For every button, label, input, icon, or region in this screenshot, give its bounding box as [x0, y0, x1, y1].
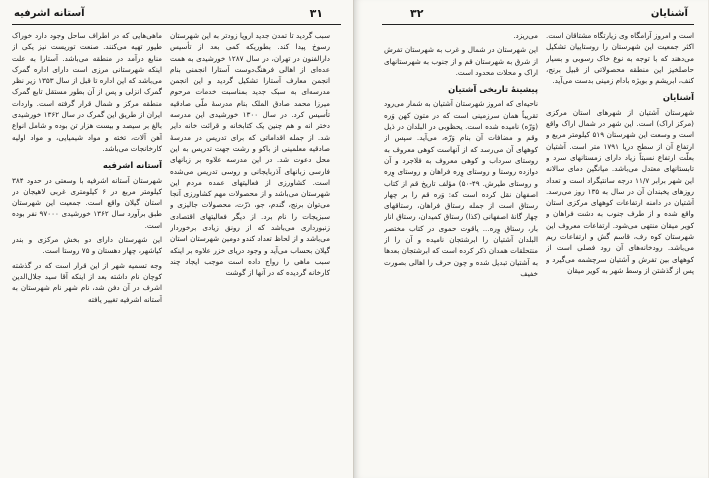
section-heading: آستانه اشرفیه [102, 160, 162, 171]
paragraph: این شهرستان در شمال و غرب به شهرستان تفرش از شرق به شهرستان قم و از جنوب به شهرستانهای اراک و محلات محدود است. [384, 45, 538, 77]
paragraph: ماهی‌هایی که در اطراف ساحل وجود دارد خوراک طیور تهیه می‌کنند. صنعت توریست نیز یکی از منابع درآمد در منطقه می‌باشد. آستارا به علت اینکه شهرستانی مرزی است دارای اداره گمرک می‌باشد که این اداره تا قبل از سال ۱۳۵۳ زیر نظر گمرک انزلی و پس از آن بطور مستقل تابع گمرک منطقه مرکز و شمال قرار گرفته است. واردات ایران از طریق این گمرک در سال ۱۳۶۲ خورشیدی بالغ بر سیصد و بیست هزار تن بوده و شامل انواع آهن آلات، تخته و مواد شیمیایی، و مواد اولیه کارخانجات می‌باشد. [12, 31, 162, 153]
left-running-head: آستانه اشرفیه [14, 8, 85, 19]
paragraph: است و امروز آرامگاه وی زیارتگاه مشتاقان است. اکثر جمعیت این شهرستان را روستاییان تشکیل می‌دهند که با توجه به نوع خاک رسوبی و بسیار حاصلخیز این منطقه محصولاتی از قبیل برنج، کنف، ابریشم و بویژه بادام زمینی بدست می‌آید. [546, 31, 694, 86]
left-page [0, 0, 354, 478]
section-heading: آشنایان [662, 92, 694, 103]
right-page-number: ۳۲ [410, 7, 424, 20]
right-header-rule [382, 24, 694, 25]
paragraph: این شهرستان دارای دو بخش مرکزی و بندر کیاشهر، چهار دهستان و ۷۵ روستا است. [12, 235, 162, 256]
paragraph: می‌ریزد. [513, 31, 538, 40]
section-heading: پیشینهٔ تاریخی آشتیان [448, 84, 538, 95]
paragraph: شهرستان آشتیان از شهرهای استان مرکزی (مرکز اراک) است. این شهر در شمال اراک واقع است و وسعت این شهرستان ۵۱۹ کیلومتر مربع و ارتفاع آن از سطح دریا ۱۷۹۱ متر است. آشتیان بعلّت ارتفاع نسبتاً زیاد دارای زمستانهای سرد و تابستانهای معتدل می‌باشد. میانگین دمای سالانه این شهر برابر ۱۱/۷ درجه سانتیگراد است و تعداد روزهای یخبندان آن در سال به ۱۳۵ روز می‌رسد. آشتیان در دامنه ارتفاعات کوههای مرکزی استان واقع شده و از طرف جنوب به دشت فراهان و کویر میقان منتهی می‌شود. ارتفاعات معروف این شهرستان کوه رف، قاسم گش و ارتفاعات ریم می‌باشد. رودخانه‌های آن رود فصلی است از کوههای بین تفرش و آشتیان سرچشمه می‌گیرد و پس از گذشتن از وسط شهر به کویر میقان [546, 107, 694, 275]
right-running-head: آشنایان [650, 8, 688, 19]
right-page-right-column [546, 30, 694, 470]
left-page-right-column [170, 30, 330, 470]
paragraph: وجه تسمیه شهر از این قرار است که در گذشته کوچان نام داشته بعد از اینکه آقا سید جلال‌الدین اشرف در آن دفن شد، نام شهر نام شهرستان به آستانه اشرفیه تغییر یافته [12, 260, 162, 304]
paragraph: ناحیه‌ای که امروز شهرستان آشتیان به شمار می‌رود تقریباً همان سرزمینی است که در متون کهن وَره (وَرّه) نامیده شده است. یحظوبی در البلدان در ذیل وقم و مضافات آن بنام وَرّه، می‌آید. سپس از کوههای آن می‌رسد که از آنهاست کوهی معروف به روستای سرداب و کوهی معروف به فلاجرد و آن دوازده روستا و روستای وِره فراهان و روستای وِره و روستای طیرش. ۴۹-۵۰) مؤلف تاریخ قم از کتاب اصفهان نقل کرده است که: وَره قم را بر چهار رستاق است از جمله رستاق فراهان، رستاقهای چهار گانهٔ اصفهانی (کذا) رستاق کمیدان، رستاق انار بار، رستاق وِره... یاقوت حموی در کتاب مختصر البلدان آشتیان را ابرشتجان نامیده و آن را از منتحلقات همدان ذکر کرده است که ابرشتجان بعدها به آشتیان تبدیل شده و چون حرف را اهالی بصورت خفیف [384, 99, 538, 278]
paragraph: سبب گردید تا تمدن جدید اروپا زودتر به این شهرستان رسوخ پیدا کند. بطوریکه کمی بعد از تأسیس دارالفنون در تهران، در سال ۱۲۸۷ خورشیدی به همت عده‌ای از اهالی فرهنگ‌دوست آستارا انجمنی بنام انجمن معارف آستارا تشکیل گردید و این انجمن مدرسه‌ای به سبک جدید بمناسبت خدمات مرحوم میرزا محمد صادق الملک بنام مدرسهٔ ملّی صادقیه تأسیس کرد. در سال ۱۳۰۰ خورشیدی این مدرسه دختر انه و هم چنین یک کتابخانه و قرائت خانه دایر شد. از جمله اقداماتی که برای تدریس در مدرسهٔ صادقیه معلمینی از باکو و رشت جهت تدریس به این محل دعوت شد. در این مدرسه علاوه بر زبانهای فارسی زبانهای آذربایجانی و روسی تدریس می‌شده است. کشاورزی از فعالیتهای عمده مردم این شهرستان می‌باشد و از محصولات مهم کشاورزی آنجا می‌توان برنج، گندم، جو، ذرّت، محصولات جالیزی و سبزیجات را نام برد. از دیگر فعالیتهای اقتصادی زنبورداری می‌باشد که از رونق زیادی برخوردار می‌باشد و از لحاظ تعداد کندو دومین شهرستان استان گیلان بحساب می‌آید و وجود دریای خزر علاوه بر اینکه سبب ماهی را رواج داده است موجب ایجاد چند کارخانه گردیده که در آنها از گوشت [170, 31, 330, 278]
right-page-left-column [384, 30, 538, 470]
left-page-number: ۳۱ [309, 7, 323, 20]
left-header-rule [12, 24, 341, 25]
left-page-left-column [12, 30, 162, 470]
paragraph: شهرستان آستانه اشرفیه با وسعتی در حدود ۳۸۴ کیلومتر مربع در ۶ کیلومتری غربی لاهیجان در استان گیلان واقع است. جمعیت این شهرستان طبق برآورد سال ۱۳۶۲ خورشیدی ۹۷۰۰۰ نفر بوده است. [12, 175, 162, 230]
right-page [354, 0, 708, 478]
